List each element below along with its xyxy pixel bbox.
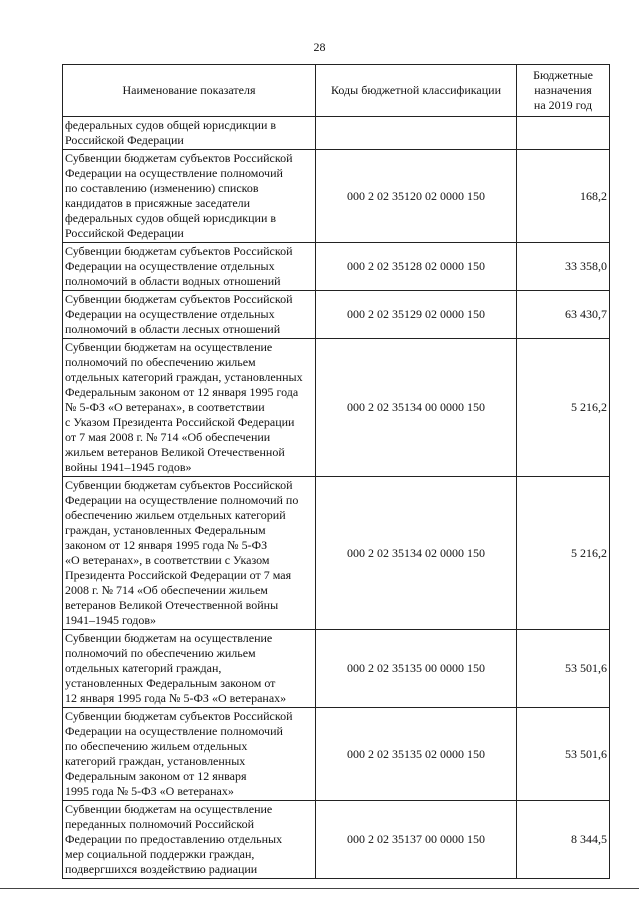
row-name: Субвенции бюджетам на осуществление полномочий по обеспечению жильем отдельных категорий граждан, установленных Федеральным законом от 12 января 1995 года № 5-ФЗ «О ветеранах» bbox=[63, 630, 316, 708]
row-code: 000 2 02 35129 02 0000 150 bbox=[316, 291, 517, 339]
page-bottom-rule bbox=[0, 888, 639, 889]
row-name: Субвенции бюджетам субъектов Российской Федерации на осуществление полномочий по обеспечению жильем отдельных категорий граждан, установленных Федеральным законом от 12 января 1995 года № 5-ФЗ «О ветеранах» bbox=[63, 708, 316, 801]
row-name: Субвенции бюджетам субъектов Российской Федерации на осуществление отдельных полномочий в области лесных отношений bbox=[63, 291, 316, 339]
row-name: федеральных судов общей юрисдикции в Российской Федерации bbox=[63, 117, 316, 150]
table-row bbox=[63, 630, 610, 708]
header-amount-label: Бюджетные назначения на 2019 год bbox=[533, 68, 593, 112]
header-code bbox=[316, 65, 517, 117]
row-code: 000 2 02 35135 00 0000 150 bbox=[316, 630, 517, 708]
row-name: Субвенции бюджетам субъектов Российской Федерации на осуществление полномочий по обеспечению жильем отдельных категорий граждан, установленных Федеральным законом от 12 января 1995 года № 5-ФЗ «О ветеранах», в соответствии с Указом Президента Российской Федерации от 7 мая 2008 г. № 714 «Об обеспечении жильем ветеранов Великой Отечественной войны 1941–1945 годов» bbox=[63, 477, 316, 630]
row-name: Субвенции бюджетам на осуществление полномочий по обеспечению жильем отдельных категорий граждан, установленных Федеральным законом от 12 января 1995 года № 5-ФЗ «О ветеранах», в соответствии с Указом Президента Российской Федерации от 7 мая 2008 г. № 714 «Об обеспечении жильем ветеранов Великой Отечественной войны 1941–1945 годов» bbox=[63, 339, 316, 477]
row-code: 000 2 02 35134 00 0000 150 bbox=[316, 339, 517, 477]
table-row bbox=[63, 801, 610, 879]
table-row bbox=[63, 339, 610, 477]
row-amount: 63 430,7 bbox=[517, 291, 610, 339]
row-amount: 53 501,6 bbox=[517, 630, 610, 708]
row-code: 000 2 02 35128 02 0000 150 bbox=[316, 243, 517, 291]
row-amount bbox=[517, 117, 610, 150]
table-body bbox=[63, 117, 610, 879]
header-name bbox=[63, 65, 316, 117]
row-amount: 5 216,2 bbox=[517, 477, 610, 630]
row-code: 000 2 02 35137 00 0000 150 bbox=[316, 801, 517, 879]
row-amount: 53 501,6 bbox=[517, 708, 610, 801]
row-amount: 33 358,0 bbox=[517, 243, 610, 291]
row-amount: 5 216,2 bbox=[517, 339, 610, 477]
table-header-row bbox=[63, 65, 610, 117]
header-name-label: Наименование показателя bbox=[122, 83, 256, 97]
row-name: Субвенции бюджетам субъектов Российской Федерации на осуществление полномочий по составлению (изменению) списков кандидатов в присяжные заседатели федеральных судов общей юрисдикции в Российской Федерации bbox=[63, 150, 316, 243]
row-code: 000 2 02 35135 02 0000 150 bbox=[316, 708, 517, 801]
row-amount: 168,2 bbox=[517, 150, 610, 243]
table-row bbox=[63, 291, 610, 339]
row-name: Субвенции бюджетам субъектов Российской Федерации на осуществление отдельных полномочий в области водных отношений bbox=[63, 243, 316, 291]
table-row bbox=[63, 117, 610, 150]
row-name: Субвенции бюджетам на осуществление переданных полномочий Российской Федерации по предоставлению отдельных мер социальной поддержки граждан, подвергшихся воздействию радиации bbox=[63, 801, 316, 879]
row-amount: 8 344,5 bbox=[517, 801, 610, 879]
table-row bbox=[63, 477, 610, 630]
row-code bbox=[316, 117, 517, 150]
table-row bbox=[63, 243, 610, 291]
header-code-label: Коды бюджетной классификации bbox=[331, 83, 501, 97]
page-number: 28 bbox=[313, 40, 326, 54]
table-row bbox=[63, 708, 610, 801]
row-code: 000 2 02 35120 02 0000 150 bbox=[316, 150, 517, 243]
header-amount bbox=[517, 65, 610, 117]
budget-table bbox=[62, 64, 610, 879]
table-row bbox=[63, 150, 610, 243]
row-code: 000 2 02 35134 02 0000 150 bbox=[316, 477, 517, 630]
